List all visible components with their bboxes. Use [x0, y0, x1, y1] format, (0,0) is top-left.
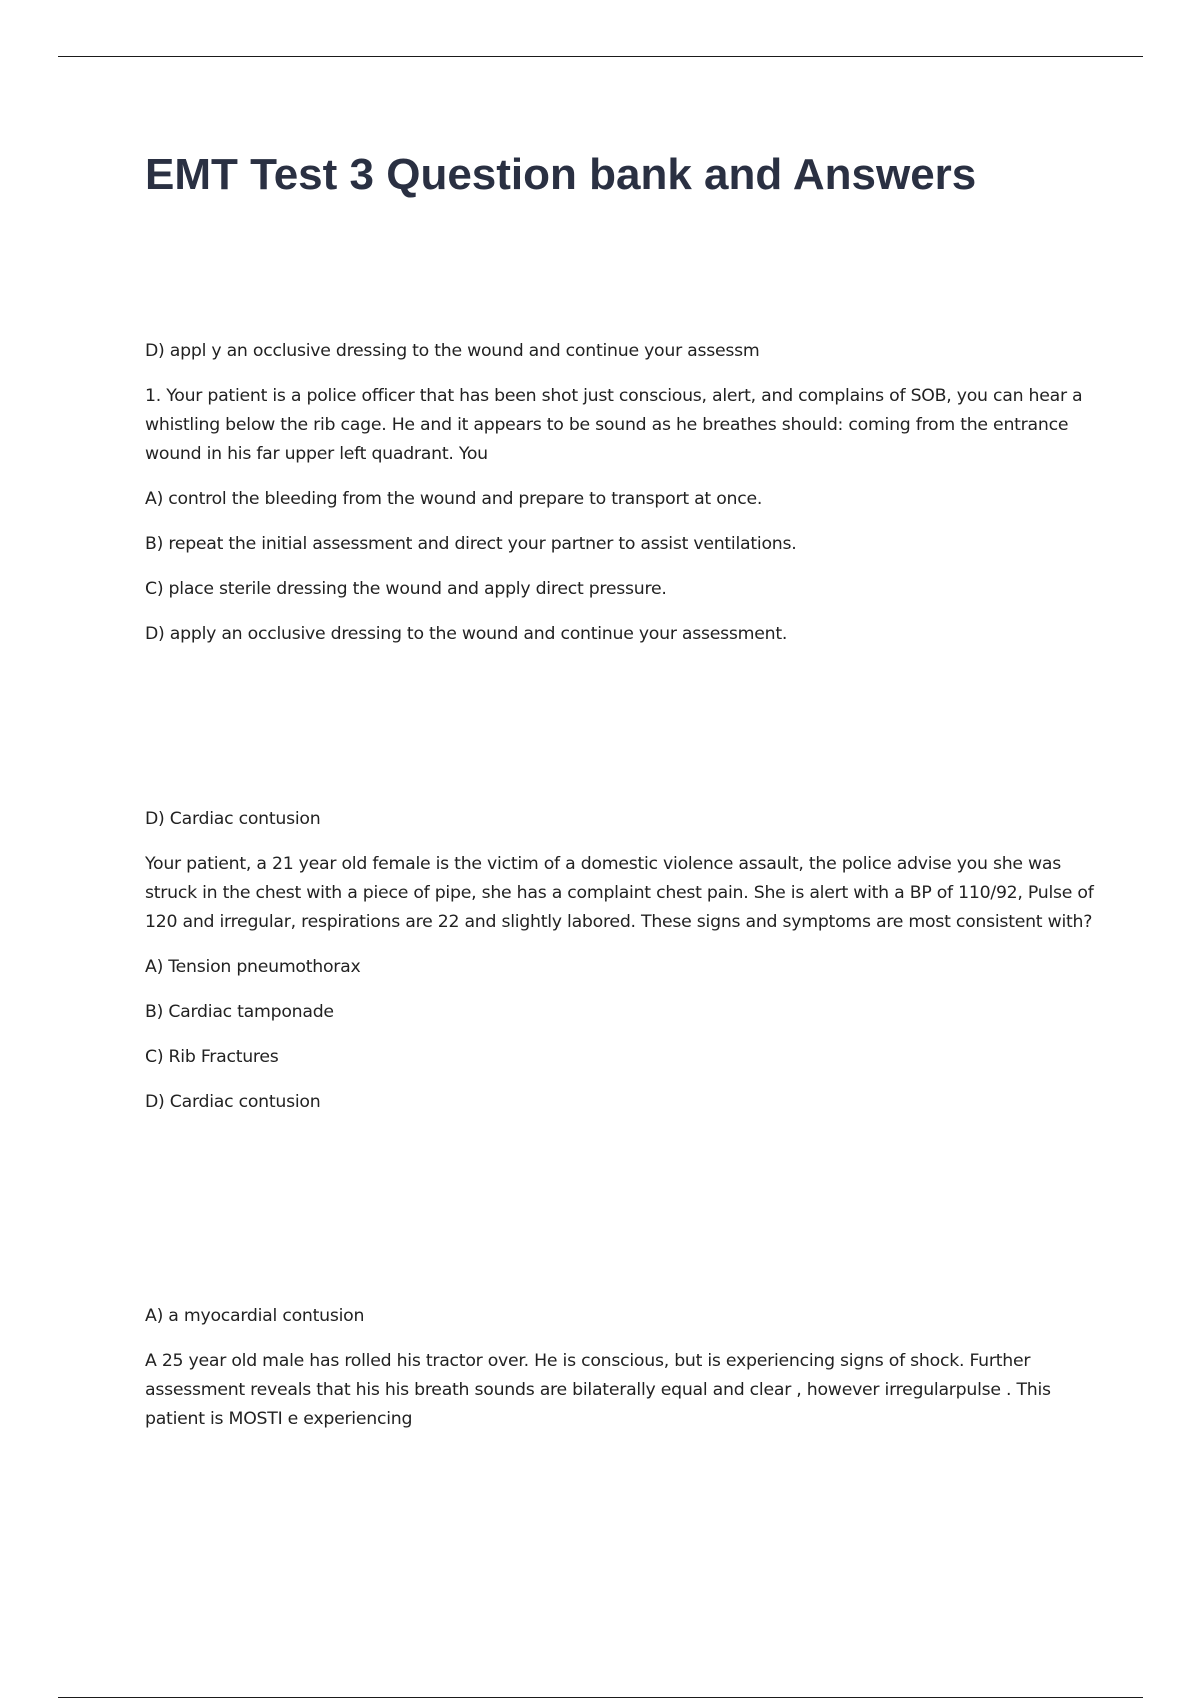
answer-text: D) Cardiac contusion [145, 809, 321, 829]
option-text: B) repeat the initial assessment and direct your partner to assist ventilations. [145, 534, 797, 554]
option-text: C) Rib Fractures [145, 1047, 279, 1067]
answer-text: A) a myocardial contusion [145, 1306, 365, 1326]
question-block [145, 337, 1095, 665]
question-block [145, 805, 1095, 1133]
option-text: C) place sterile dressing the wound and apply direct pressure. [145, 579, 667, 599]
question-text: A 25 year old male has rolled his tractor over. He is conscious, but is experiencing signs of shock. Further assessment reveals that his his breath sounds are bilaterally equal and clear , however irregularpulse . This patient is MOSTI e experiencing [145, 1351, 1051, 1429]
answer-text: D) appl y an occlusive dressing to the wound and continue your assessm [145, 341, 760, 361]
question-text: 1. Your patient is a police officer that has been shot just conscious, alert, and complains of SOB, you can hear a whistling below the rib cage. He and it appears to be sound as he breathes should: coming from the entrance wound in his far upper left quadrant. You [145, 386, 1083, 464]
option-text: A) control the bleeding from the wound and prepare to transport at once. [145, 489, 763, 509]
question-text: Your patient, a 21 year old female is the victim of a domestic violence assault, the police advise you she was struck in the chest with a piece of pipe, she has a complaint chest pain. She is alert with a BP of 110/92, Pulse of 120 and irregular, respirations are 22 and slightly labored. These signs and symptoms are most consistent with? [145, 854, 1094, 932]
question-block [145, 1302, 1095, 1450]
option-text: D) apply an occlusive dressing to the wound and continue your assessment. [145, 624, 788, 644]
option-text: B) Cardiac tamponade [145, 1002, 334, 1022]
option-text: A) Tension pneumothorax [145, 957, 361, 977]
option-text: D) Cardiac contusion [145, 1092, 321, 1112]
bottom-rule [58, 1697, 1143, 1698]
document-title: EMT Test 3 Question bank and Answers [145, 150, 977, 199]
top-rule [58, 56, 1143, 57]
